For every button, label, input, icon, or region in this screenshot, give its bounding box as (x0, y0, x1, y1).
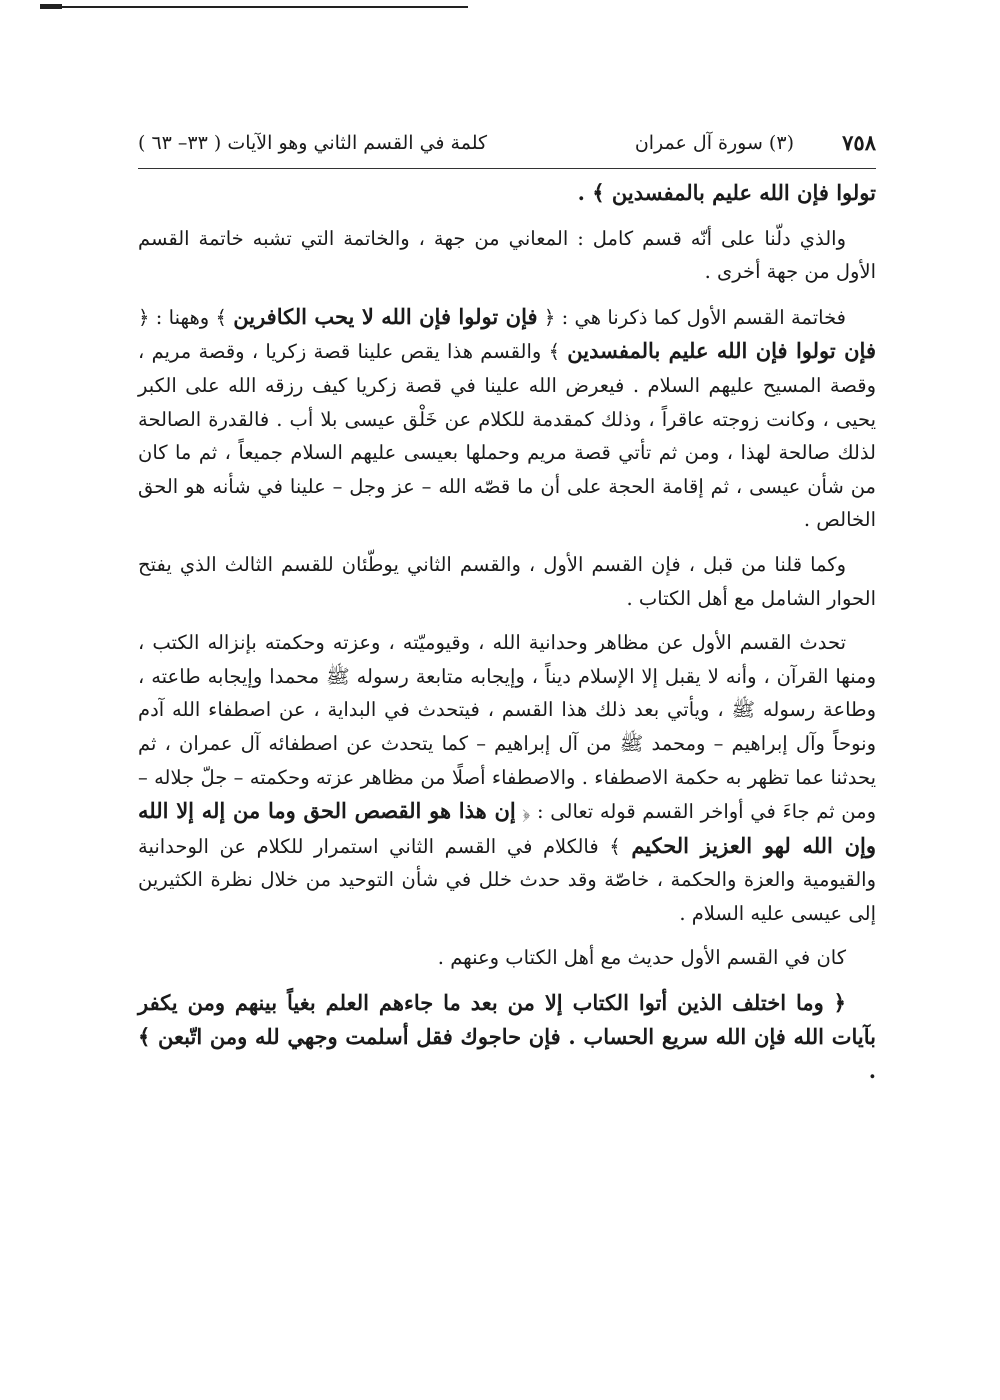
surah-name: (٣) سورة آل عمران (634, 132, 794, 154)
paragraph-5-text-b: ﴾ فالكلام في القسم الثاني استمرار للكلام عن الوحدانية والقيومية والعزة والحكمة ، خاصّة وقد حدث خلل في شأن التوحيد من خلال نظرة الكثيرين إلى عيسى عليه السلام . (138, 834, 876, 925)
paragraph-5 (138, 626, 876, 930)
paragraph-6: كان في القسم الأول حديث مع أهل الكتاب وعنهم . (437, 946, 846, 970)
quran-verse-1: تولوا فإن الله عليم بالمفسدين ﴾ . (577, 180, 876, 205)
page-number: ٧٥٨ (842, 130, 876, 155)
quran-verse-4: إن هذا هو القصص الحق وما من إله إلا الله وإن الله لهو العزيز الحكيم (138, 798, 877, 858)
paragraph-5-text-a: تحدث القسم الأول عن مظاهر وحدانية الله ، وقيوميّته ، وعزته وحكمته بإنزاله الكتب ، ومنها القرآن ، وأنه لا يقبل إلا الإسلام ديناً ، وإيجابه متابعة رسوله ﷺ محمدا وإيجابه طاعته ، وطاعة رسوله ﷺ ، ويأتي بعد ذلك هذا القسم ، فيتحدث في البداية ، عن اصطفاء الله آدم ونوحاً وآل إبراهيم – ومحمد ﷺ من آل إبراهيم – كما يتحدث عن اصطفائه آل عمران ، ثم يحدثنا عما تظهر به حكمة الاصطفاء . والاصطفاء أصلًا من مظاهر عزته وحكمته – جلّ جلاله – ومن ثم جاءَ في أواخر القسم قوله تعالى : ﴿ (138, 631, 876, 824)
paragraph-4: وكما قلنا من قبل ، فإن القسم الأول ، والقسم الثاني يوطّئان للقسم الثالث الذي يفتح الحوار الشامل مع أهل الكتاب . (138, 552, 876, 610)
header-rule (138, 168, 876, 169)
page-header (138, 128, 876, 168)
body-text (138, 176, 876, 1099)
paragraph-2: والذي دلّنا على أنّه قسم كامل : المعاني من جهة ، والخاتمة التي تشبه خاتمة القسم الأول من جهة أخرى . (138, 226, 876, 284)
paragraph-1 (138, 176, 876, 211)
paragraph-3 (138, 300, 876, 537)
quran-verse-3: فإن تولوا فإن الله عليم بالمفسدين (567, 338, 876, 364)
paragraph-3-text-c: ﴾ والقسم هذا يقص علينا قصة زكريا ، وقصة مريم ، وقصة المسيح عليهم السلام . فيعرض الله علينا في قصة زكريا كيف رزقه الله على الكبر يحيى ، وكانت زوجته عاقراً ، وذلك كمقدمة للكلام عن خَلْق عيسى بلا أب . فالقدرة الصالحة لذلك صالحة لهذا ، ومن ثم تأتي قصة مريم وحملها بعيسى عليهم السلام جميعاً ، ثم ما كان من شأن عيسى ، ثم إقامة الحجة على أن ما قصّه الله – عز وجل – علينا في شأنه هو الحق الخالص . (138, 340, 876, 532)
section-title: كلمة في القسم الثاني وهو الآيات ( ٣٣– ٦٣ ) (138, 132, 488, 154)
quran-verse-2: فإن تولوا فإن الله لا يحب الكافرين (233, 303, 538, 329)
top-rule (40, 6, 468, 8)
paragraph-3-text-b: ﴾ وههنا : ﴿ (138, 305, 227, 329)
quran-verse-5: ﴿ وما اختلف الذين أتوا الكتاب إلا من بعد ما جاءهم العلم بغياً بينهم ومن يكفر بآيات الله فإن الله سريع الحساب . فإن حاجوك فقل أسلمت وجهي لله ومن اتّبعن ﴾ . (138, 990, 876, 1084)
paragraph-3-text-a: فخاتمة القسم الأول كما ذكرنا هي : ﴿ (543, 305, 846, 329)
